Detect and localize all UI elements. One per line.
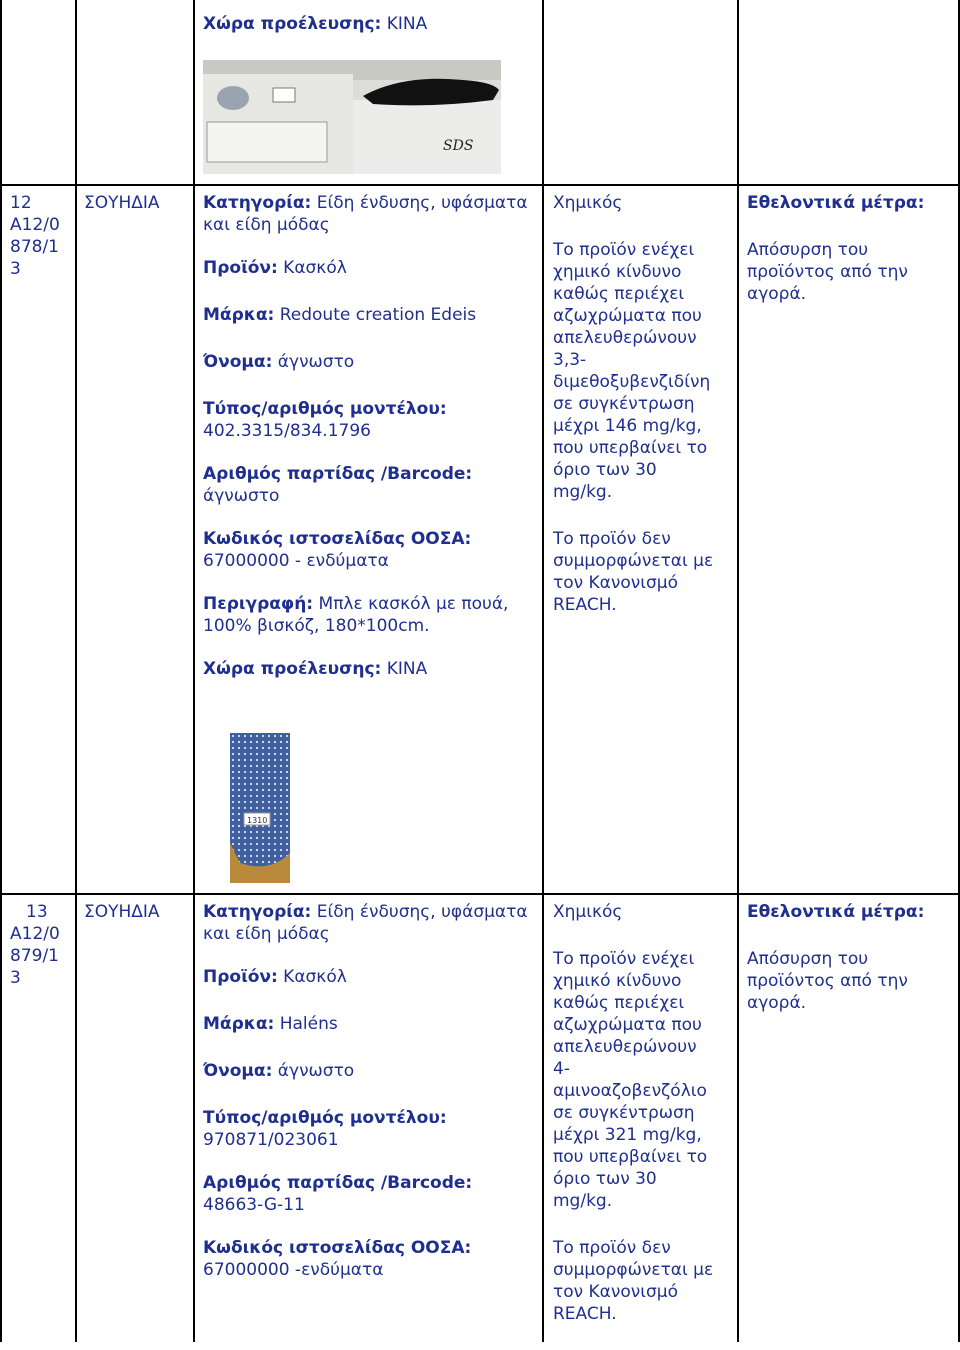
- origin-value: ΚΙΝΑ: [386, 14, 428, 34]
- row-divider: [0, 184, 960, 186]
- measures-cell: [747, 192, 952, 305]
- ref-code-line: A12/0: [10, 215, 60, 235]
- description-label: Περιγραφή:: [203, 594, 314, 614]
- name-value: άγνωστο: [277, 1061, 355, 1081]
- brand-label: Μάρκα:: [203, 305, 275, 325]
- product-details: [203, 192, 538, 680]
- column-divider: [542, 0, 544, 1342]
- oecd-label: Κωδικός ιστοσελίδας ΟΟΣΑ:: [203, 529, 472, 549]
- ref-code-line: 879/1: [10, 946, 59, 966]
- risk-description: Το προϊόν ενέχει χημικό κίνδυνο καθώς περιέχει αζωχρώματα που απελευθερώνουν 4- αμινοαζοβενζόλιο σε συγκέντρωση μέχρι 321 mg/kg, που υπερβαίνει το όριο των 30 mg/kg.: [553, 949, 708, 1211]
- origin-value: ΚΙΝΑ: [386, 659, 428, 679]
- origin-label: Χώρα προέλευσης:: [203, 659, 382, 679]
- notifying-country: ΣΟΥΗΔΙΑ: [84, 193, 160, 213]
- row-number: 13: [26, 902, 48, 922]
- row-number-cell: [10, 192, 70, 280]
- table-border-left: [0, 0, 2, 1342]
- origin-label: Χώρα προέλευσης:: [203, 14, 382, 34]
- row-number: 12: [10, 193, 32, 213]
- ref-code-line: 878/1: [10, 237, 59, 257]
- measures-title: Εθελοντικά μέτρα:: [747, 902, 925, 922]
- model-value: 402.3315/834.1796: [203, 421, 371, 441]
- risk-description: Το προϊόν ενέχει χημικό κίνδυνο καθώς περιέχει αζωχρώματα που απελευθερώνουν 3,3- διμεθοξυβενζιδίνη σε συγκέντρωση μέχρι 146 mg/kg, που υπερβαίνει το όριο των 30 mg/kg.: [553, 240, 711, 502]
- measures-cell: [747, 901, 952, 1014]
- risk-compliance: Το προϊόν δεν συμμορφώνεται με τον Κανονισμό REACH.: [553, 1238, 714, 1324]
- category-value: Είδη ένδυσης, υφάσματα και είδη μόδας: [203, 193, 528, 235]
- model-value: 970871/023061: [203, 1130, 339, 1150]
- description-value: Μπλε κασκόλ με πουά, 100% βισκόζ, 180*100cm.: [203, 594, 509, 636]
- oecd-value: 67000000 - ενδύματα: [203, 551, 389, 571]
- origin-line: [203, 13, 427, 35]
- svg-text:1310: 1310: [247, 816, 268, 825]
- shoe-box-image: [203, 60, 501, 174]
- ref-code-line: 3: [10, 259, 21, 279]
- batch-label: Αριθμός παρτίδας /Barcode:: [203, 464, 473, 484]
- risk-cell: [553, 901, 733, 1350]
- column-divider: [75, 0, 77, 1342]
- batch-value: άγνωστο: [203, 486, 280, 506]
- measures-text: Απόσυρση του προϊόντος από την αγορά.: [747, 949, 908, 1013]
- model-label: Τύπος/αριθμός μοντέλου:: [203, 1108, 447, 1128]
- measures-title: Εθελοντικά μέτρα:: [747, 193, 925, 213]
- risk-type: Χημικός: [553, 193, 623, 213]
- ref-code-line: 3: [10, 968, 21, 988]
- product-label: Προϊόν:: [203, 258, 278, 278]
- category-label: Κατηγορία:: [203, 902, 312, 922]
- product-photo-scarf: [230, 733, 290, 883]
- name-label: Όνομα:: [203, 1061, 273, 1081]
- risk-type: Χημικός: [553, 902, 623, 922]
- oecd-value: 67000000 -ενδύματα: [203, 1260, 384, 1280]
- category-label: Κατηγορία:: [203, 193, 312, 213]
- name-value: άγνωστο: [277, 352, 355, 372]
- risk-cell: [553, 192, 733, 641]
- svg-text:SDS: SDS: [443, 138, 474, 154]
- column-divider: [737, 0, 739, 1342]
- batch-value: 48663-G-11: [203, 1195, 305, 1215]
- product-photo-shoes: [203, 60, 501, 174]
- batch-label: Αριθμός παρτίδας /Barcode:: [203, 1173, 473, 1193]
- product-details: [203, 901, 538, 1281]
- oecd-label: Κωδικός ιστοσελίδας ΟΟΣΑ:: [203, 1238, 472, 1258]
- product-label: Προϊόν:: [203, 967, 278, 987]
- risk-compliance: Το προϊόν δεν συμμορφώνεται με τον Κανονισμό REACH.: [553, 529, 714, 615]
- brand-value: Haléns: [279, 1014, 338, 1034]
- column-divider: [193, 0, 195, 1342]
- measures-text: Απόσυρση του προϊόντος από την αγορά.: [747, 240, 908, 304]
- row-divider: [0, 893, 960, 895]
- model-label: Τύπος/αριθμός μοντέλου:: [203, 399, 447, 419]
- brand-label: Μάρκα:: [203, 1014, 275, 1034]
- name-label: Όνομα:: [203, 352, 273, 372]
- scarf-image: [230, 733, 290, 883]
- category-value: Είδη ένδυσης, υφάσματα και είδη μόδας: [203, 902, 528, 944]
- notifying-country: ΣΟΥΗΔΙΑ: [84, 902, 160, 922]
- product-value: Κασκόλ: [283, 258, 347, 278]
- ref-code-line: A12/0: [10, 924, 60, 944]
- brand-value: Redoute creation Edeis: [279, 305, 477, 325]
- product-value: Κασκόλ: [283, 967, 347, 987]
- row-number-cell: [10, 901, 70, 989]
